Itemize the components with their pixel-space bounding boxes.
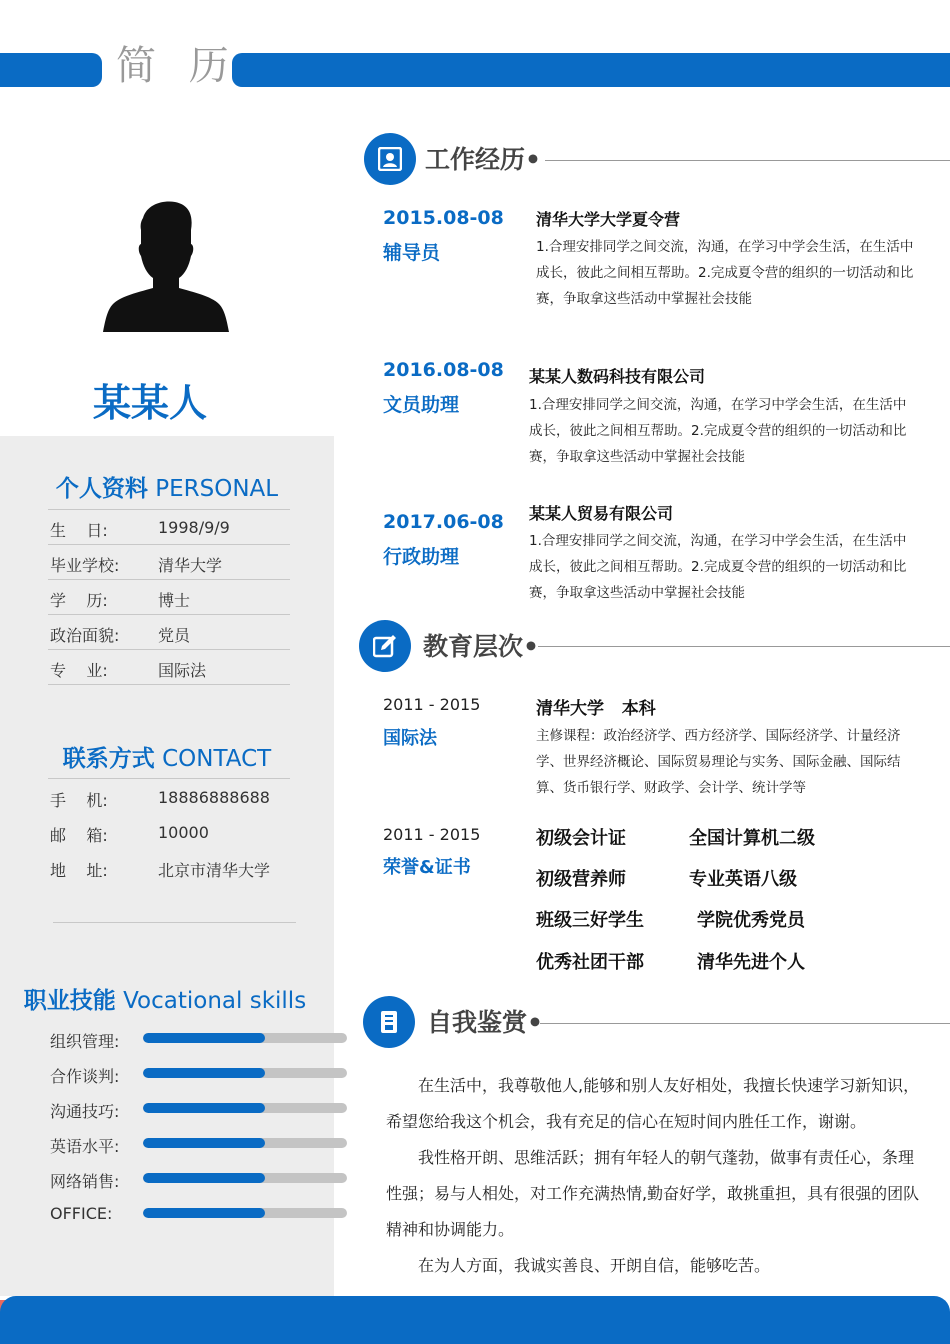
education-section-line bbox=[538, 646, 950, 647]
education-school: 清华大学 本科 bbox=[536, 699, 656, 719]
personal-row-degree bbox=[48, 580, 290, 615]
info-key: 专 业: bbox=[50, 661, 108, 680]
skill-bar-track bbox=[143, 1103, 347, 1113]
work-description: 1.合理安排同学之间交流，沟通，在学习中学会生活，在生活中成长，彼此之间相互帮助。2.完成夏令营的组织的一切活动和比赛，争取拿这些活动中掌握社会技能 bbox=[529, 397, 907, 465]
header-bar-right bbox=[232, 53, 950, 87]
personal-row-political bbox=[48, 615, 290, 650]
work-section-line bbox=[545, 160, 950, 161]
info-key: 手 机: bbox=[50, 791, 108, 810]
skills-section-title bbox=[0, 982, 332, 1015]
personal-title-en: PERSONAL bbox=[155, 476, 279, 502]
skill-bar-fill bbox=[143, 1208, 265, 1218]
info-value: 国际法 bbox=[158, 661, 207, 680]
contact-title-en: CONTACT bbox=[162, 746, 272, 772]
id-card-icon bbox=[378, 147, 402, 171]
education-section-title: 教育层次• bbox=[423, 632, 539, 661]
skill-label: 合作谈判: bbox=[50, 1067, 120, 1086]
work-role: 文员助理 bbox=[383, 394, 460, 416]
education-section-icon bbox=[359, 620, 411, 672]
skill-item bbox=[50, 1167, 300, 1191]
header-bar-left bbox=[0, 53, 102, 87]
skill-item bbox=[50, 1202, 300, 1226]
cert-item: 全国计算机二级 bbox=[689, 828, 815, 849]
skill-bar-fill bbox=[143, 1138, 265, 1148]
skill-bar-fill bbox=[143, 1033, 265, 1043]
self-paragraph: 我性格开朗、思维活跃；拥有年轻人的朝气蓬勃，做事有责任心，条理性强；易与人相处，对工作充满热情,勤奋好学，敢挑重担，具有很强的团队精神和协调能力。 bbox=[386, 1148, 920, 1239]
info-key: 毕业学校: bbox=[50, 556, 120, 575]
info-key: 生 日: bbox=[50, 521, 108, 540]
skill-bar-track bbox=[143, 1138, 347, 1148]
education-major: 国际法 bbox=[383, 728, 437, 749]
contact-row-address bbox=[48, 850, 290, 885]
work-date: 2015.08-08 bbox=[383, 207, 504, 229]
person-name: 某某人 bbox=[92, 381, 207, 425]
self-section-title: 自我鉴赏• bbox=[427, 1008, 543, 1037]
skill-bar-track bbox=[143, 1068, 347, 1078]
cert-item: 初级会计证 bbox=[536, 828, 626, 849]
info-value: 博士 bbox=[158, 591, 191, 610]
personal-row-school bbox=[48, 545, 290, 580]
skill-item bbox=[50, 1062, 300, 1086]
self-section-line bbox=[540, 1023, 950, 1024]
skill-label: 组织管理: bbox=[50, 1032, 120, 1051]
work-company: 清华大学大学夏令营 bbox=[536, 210, 681, 229]
cert-item: 专业英语八级 bbox=[689, 869, 797, 890]
skill-item bbox=[50, 1132, 300, 1156]
skill-bar-fill bbox=[143, 1068, 265, 1078]
edit-icon bbox=[373, 634, 397, 658]
info-key: 地 址: bbox=[50, 861, 108, 880]
info-value: 18886888688 bbox=[158, 788, 270, 807]
work-role: 辅导员 bbox=[383, 242, 441, 264]
personal-section-title bbox=[0, 470, 334, 503]
personal-row-birthday bbox=[48, 510, 290, 545]
work-description: 1.合理安排同学之间交流，沟通，在学习中学会生活，在生活中成长，彼此之间相互帮助。2.完成夏令营的组织的一切活动和比赛，争取拿这些活动中掌握社会技能 bbox=[529, 533, 907, 601]
contact-row-email bbox=[48, 815, 290, 850]
self-paragraph: 在生活中，我尊敬他人,能够和别人友好相处，我擅长快速学习新知识，希望您给我这个机会，我有充足的信心在短时间内胜任工作，谢谢。 bbox=[386, 1076, 920, 1131]
skill-bar-fill bbox=[143, 1103, 265, 1113]
cert-item: 优秀社团干部 bbox=[536, 952, 644, 973]
personal-title-cn: 个人资料 bbox=[55, 476, 148, 502]
cert-item: 清华先进个人 bbox=[697, 952, 805, 973]
work-date: 2016.08-08 bbox=[383, 359, 504, 381]
info-key: 邮 箱: bbox=[50, 826, 108, 845]
work-role: 行政助理 bbox=[383, 546, 460, 568]
personal-row-major bbox=[48, 650, 290, 685]
info-value: 10000 bbox=[158, 823, 209, 842]
skill-label: 网络销售: bbox=[50, 1172, 120, 1191]
cert-item: 班级三好学生 bbox=[536, 910, 644, 931]
work-company: 某某人数码科技有限公司 bbox=[529, 367, 706, 386]
work-description: 1.合理安排同学之间交流，沟通，在学习中学会生活，在生活中成长，彼此之间相互帮助。2.完成夏令营的组织的一切活动和比赛，争取拿这些活动中掌握社会技能 bbox=[536, 239, 914, 307]
document-icon bbox=[377, 1010, 401, 1034]
contact-bottom-divider bbox=[53, 922, 296, 923]
skill-bar-track bbox=[143, 1208, 347, 1218]
info-value: 1998/9/9 bbox=[158, 518, 230, 537]
honors-label: 荣誉&证书 bbox=[383, 857, 471, 878]
info-value: 党员 bbox=[158, 626, 191, 645]
skills-title-cn: 职业技能 bbox=[23, 988, 116, 1014]
skills-title-en: Vocational skills bbox=[123, 988, 307, 1014]
info-value: 清华大学 bbox=[158, 556, 223, 575]
page-title: 简 历 bbox=[116, 43, 239, 89]
work-section-title: 工作经历• bbox=[425, 145, 541, 174]
skill-bar-track bbox=[143, 1173, 347, 1183]
info-value: 北京市清华大学 bbox=[158, 861, 271, 880]
skill-bar-track bbox=[143, 1033, 347, 1043]
work-section-icon bbox=[364, 133, 416, 185]
education-date: 2011 - 2015 bbox=[383, 695, 481, 714]
self-evaluation-text bbox=[386, 1068, 920, 1284]
skill-item bbox=[50, 1097, 300, 1121]
skill-label: 英语水平: bbox=[50, 1137, 120, 1156]
contact-row-phone bbox=[48, 780, 290, 815]
work-date: 2017.06-08 bbox=[383, 511, 504, 533]
contact-section-title bbox=[0, 740, 334, 773]
contact-top-divider bbox=[48, 778, 290, 779]
skill-item bbox=[50, 1027, 300, 1051]
cert-item: 初级营养师 bbox=[536, 869, 626, 890]
skill-label: 沟通技巧: bbox=[50, 1102, 120, 1121]
honors-date: 2011 - 2015 bbox=[383, 825, 481, 844]
self-paragraph: 在为人方面，我诚实善良、开朗自信，能够吃苦。 bbox=[418, 1256, 771, 1275]
skill-label: OFFICE: bbox=[50, 1204, 113, 1223]
avatar-silhouette-icon bbox=[103, 200, 229, 332]
self-section-icon bbox=[363, 996, 415, 1048]
info-key: 学 历: bbox=[50, 591, 108, 610]
education-courses: 主修课程：政治经济学、西方经济学、国际经济学、计量经济学、世界经济概论、国际贸易理论与实务、国际金融、国际结算、货币银行学、财政学、会计学、统计学等 bbox=[536, 728, 901, 796]
footer-bar bbox=[0, 1296, 950, 1344]
work-company: 某某人贸易有限公司 bbox=[529, 504, 674, 523]
skill-bar-fill bbox=[143, 1173, 265, 1183]
info-key: 政治面貌: bbox=[50, 626, 120, 645]
cert-item: 学院优秀党员 bbox=[697, 910, 805, 931]
contact-title-cn: 联系方式 bbox=[62, 746, 155, 772]
